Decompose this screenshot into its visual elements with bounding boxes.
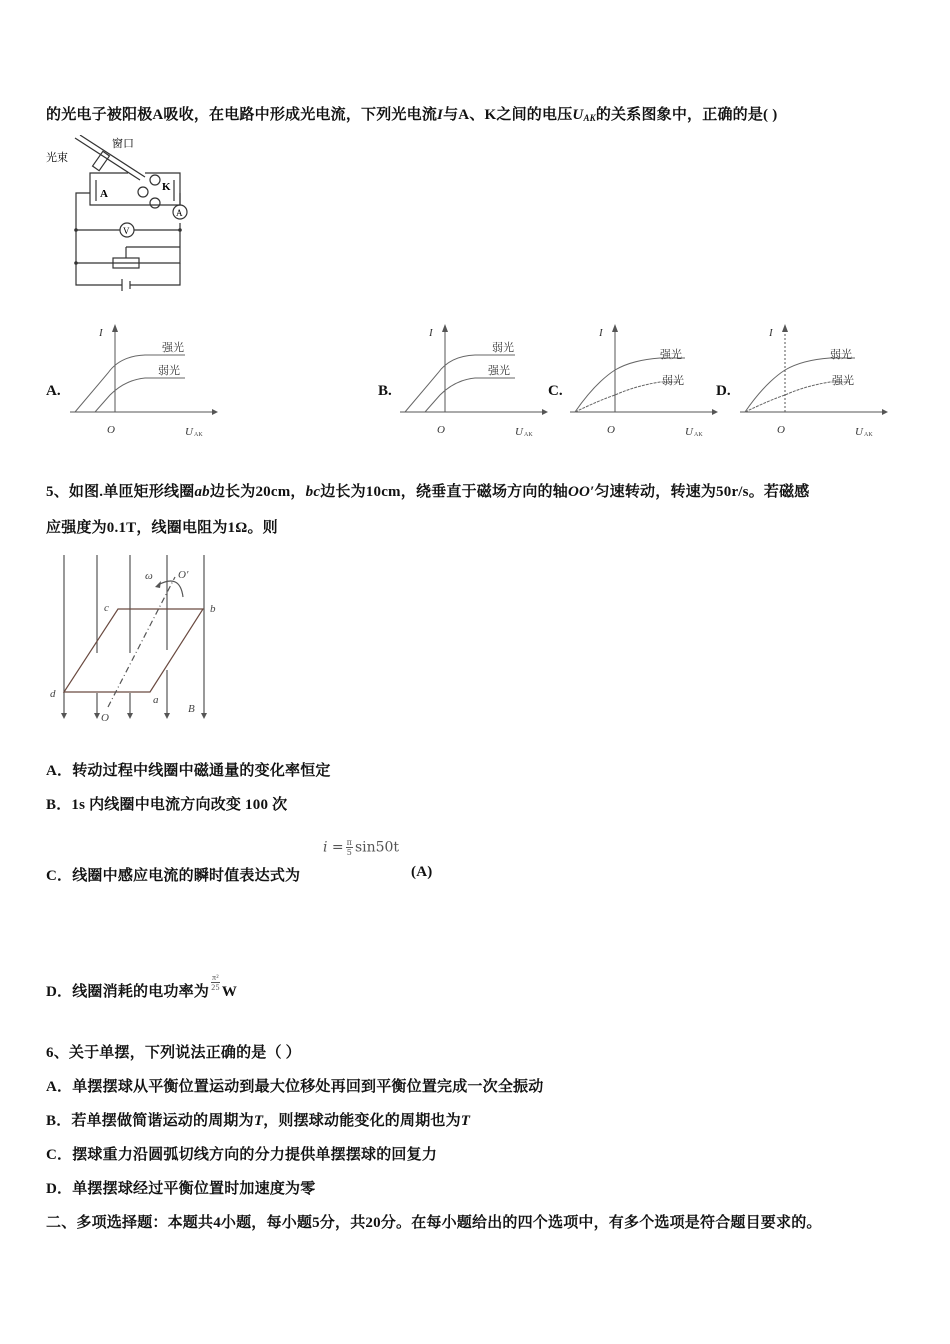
x-axis-sub: AK xyxy=(694,432,703,438)
q4-stem-text: 与A、K之间的电压 xyxy=(443,107,573,123)
q6-b-T: T xyxy=(460,1113,471,1129)
formula-rhs: sin50t xyxy=(354,839,400,856)
voltmeter-label: V xyxy=(123,226,130,236)
upper-curve-label: 强光 xyxy=(162,342,184,354)
q5-option-c: C．线圈中感应电流的瞬时值表达式为 xyxy=(46,868,301,884)
ammeter-label: A xyxy=(176,208,183,218)
origin-label: O xyxy=(607,424,615,436)
q4-option-label: B. xyxy=(378,383,392,399)
lower-curve-label: 弱光 xyxy=(158,365,180,377)
q5-ab: ab xyxy=(194,484,210,500)
curve-upper xyxy=(75,355,185,412)
x-axis-arrow xyxy=(542,409,548,415)
q5-axis: OO′ xyxy=(567,484,595,500)
cathode-label: K xyxy=(162,181,171,193)
q6-b-text: B．若单摆做简谐运动的周期为 xyxy=(46,1113,254,1129)
label-O-prime: O′ xyxy=(178,569,189,581)
y-axis-label: I xyxy=(599,327,603,339)
beam-label: 光束 xyxy=(46,152,68,164)
x-axis-label: U xyxy=(185,426,193,438)
x-axis-sub: AK xyxy=(864,432,873,438)
q5-bc: bc xyxy=(305,484,321,500)
x-axis-arrow xyxy=(882,409,888,415)
origin-label: O xyxy=(107,424,115,436)
lower-curve-label: 弱光 xyxy=(662,375,684,387)
window-label: 窗口 xyxy=(112,138,134,150)
q5-text: 边长为20cm， xyxy=(209,484,306,500)
section-2-heading: 二、多项选择题：本题共4小题，每小题5分，共20分。在每小题给出的四个选项中，有多个选项是符合题目要求的。 xyxy=(46,1215,822,1231)
y-axis-label: I xyxy=(429,327,433,339)
q5-text: 边长为10cm，绕垂直于磁场方向的轴 xyxy=(320,484,568,500)
curve-upper xyxy=(405,355,515,412)
q6-b-text: ，则摆球动能变化的周期也为 xyxy=(263,1113,461,1129)
label-O: O xyxy=(101,712,109,724)
x-axis-label: U xyxy=(685,426,693,438)
q6-b-T: T xyxy=(253,1113,264,1129)
y-axis-label: I xyxy=(769,327,773,339)
iv-graph xyxy=(400,318,550,443)
power-unit: W xyxy=(221,984,238,1000)
q6-option-d: D．单摆摆球经过平衡位置时加速度为零 xyxy=(46,1181,316,1197)
iv-graph xyxy=(70,318,220,443)
power-num: π² xyxy=(212,973,219,982)
q5-option-c-unit: (A) xyxy=(411,864,433,880)
curve-lower xyxy=(425,378,515,412)
lower-curve-label: 强光 xyxy=(832,375,854,387)
q4-stem-text: 的光电子被阳极A吸收，在电路中形成光电流，下列光电流 xyxy=(46,107,438,123)
x-axis-label: U xyxy=(855,426,863,438)
q4-stem-U-sub: AK xyxy=(583,113,596,123)
q6-stem: 6、关于单摆，下列说法正确的是（ ） xyxy=(46,1045,301,1061)
x-axis-arrow xyxy=(212,409,218,415)
q4-option-label: D. xyxy=(716,383,731,399)
power-den: 25 xyxy=(211,983,220,992)
label-b: b xyxy=(210,603,216,615)
q5-text: 匀速转动，转速为50r/s。若磁感 xyxy=(594,484,810,500)
upper-curve-label: 强光 xyxy=(660,349,682,361)
iv-graph xyxy=(740,318,890,443)
q5-option-b: B．1s 内线圈中电流方向改变 100 次 xyxy=(46,797,288,813)
q5-stem-line2: 应强度为0.1T，线圈电阻为1Ω。则 xyxy=(46,520,278,536)
upper-curve-label: 弱光 xyxy=(830,349,852,361)
x-axis-label: U xyxy=(515,426,523,438)
q4-option-label: A. xyxy=(46,383,61,399)
x-axis-sub: AK xyxy=(524,432,533,438)
label-d: d xyxy=(50,688,56,700)
q6-option-b xyxy=(46,1109,470,1130)
origin-label: O xyxy=(777,424,785,436)
q5-option-d-text: D．线圈消耗的电功率为 xyxy=(46,984,210,1000)
x-axis-arrow xyxy=(712,409,718,415)
q5-option-c-formula xyxy=(323,838,399,857)
y-axis-arrow xyxy=(612,324,618,332)
q5-text: 5、如图.单匝矩形线圈 xyxy=(46,484,195,500)
label-a: a xyxy=(153,694,159,706)
iv-graph xyxy=(570,318,720,443)
q4-stem xyxy=(46,103,777,124)
q5-option-d xyxy=(46,973,237,1001)
label-c: c xyxy=(104,602,109,614)
lower-curve-label: 强光 xyxy=(488,365,510,377)
origin-label: O xyxy=(437,424,445,436)
q5-stem-line1 xyxy=(46,480,810,501)
y-axis-arrow xyxy=(112,324,118,332)
q4-stem-U: U xyxy=(572,107,584,123)
upper-curve-label: 弱光 xyxy=(492,342,514,354)
x-axis-sub: AK xyxy=(194,432,203,438)
q4-option-label: C. xyxy=(548,383,563,399)
label-omega: ω xyxy=(145,570,153,582)
formula-lhs: i = xyxy=(323,839,344,856)
formula-num: π xyxy=(346,838,352,847)
y-axis-label: I xyxy=(99,327,103,339)
y-axis-arrow xyxy=(442,324,448,332)
q5-option-a: A．转动过程中线圈中磁通量的变化率恒定 xyxy=(46,763,331,779)
label-B: B xyxy=(188,703,195,715)
photoelectric-circuit-diagram xyxy=(40,135,200,295)
formula-den: 5 xyxy=(346,848,352,857)
y-axis-arrow xyxy=(782,324,788,332)
rotating-coil-figure xyxy=(40,545,230,730)
q6-option-a: A．单摆摆球从平衡位置运动到最大位移处再回到平衡位置完成一次全振动 xyxy=(46,1079,544,1095)
anode-label: A xyxy=(100,188,108,200)
curve-lower xyxy=(95,378,185,412)
q6-option-c: C．摆球重力沿圆弧切线方向的分力提供单摆摆球的回复力 xyxy=(46,1147,438,1163)
q4-stem-I: I xyxy=(437,107,444,123)
q4-stem-text: 的关系图象中，正确的是( ) xyxy=(595,107,778,123)
